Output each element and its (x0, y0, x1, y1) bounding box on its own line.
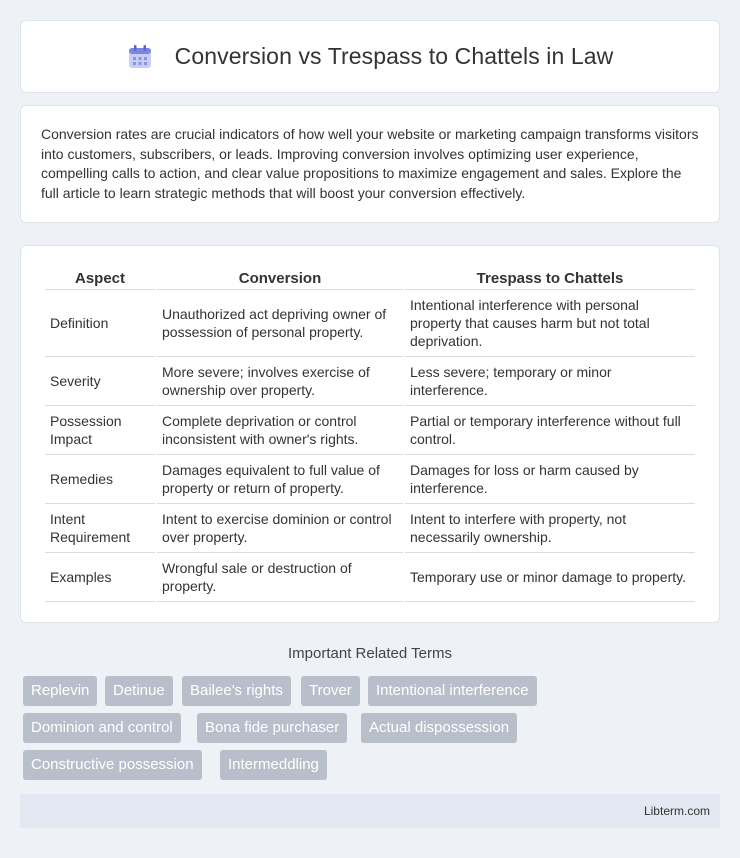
comparison-table (43, 264, 697, 602)
header-card (20, 20, 720, 93)
row-trespass: Damages for loss or harm caused by interference. (405, 455, 695, 504)
row-aspect: Examples (45, 553, 155, 602)
related-term-tag[interactable]: Dominion and control (23, 713, 181, 743)
table-header-row (45, 264, 695, 290)
row-trespass: Intentional interference with personal property that causes harm but not total deprivation. (405, 290, 695, 357)
related-term-tag[interactable]: Constructive possession (23, 750, 202, 780)
table-row (45, 455, 695, 504)
row-trespass: Intent to interfere with property, not necessarily ownership. (405, 504, 695, 553)
row-conversion: Wrongful sale or destruction of property. (157, 553, 403, 602)
row-aspect: Possession Impact (45, 406, 155, 455)
row-conversion: Intent to exercise dominion or control over property. (157, 504, 403, 553)
related-term-tag[interactable]: Bailee's rights (182, 676, 291, 706)
related-term-tag[interactable]: Intermeddling (220, 750, 327, 780)
intro-text: Conversion rates are crucial indicators of how well your website or marketing campaign transforms visitors into customers, subscribers, or leads. Improving conversion involves optimizing user experience, compelling calls to action, and clear value propositions to maximize engagement and sales. Explore the full article to learn strategic methods that will boost your conversion effectively. (41, 126, 699, 201)
comparison-table-card (20, 245, 720, 623)
table-row (45, 357, 695, 406)
row-conversion: Complete deprivation or control inconsistent with owner's rights. (157, 406, 403, 455)
row-trespass: Partial or temporary interference without full control. (405, 406, 695, 455)
related-term-tag[interactable]: Replevin (23, 676, 97, 706)
row-trespass: Temporary use or minor damage to property. (405, 553, 695, 602)
related-term-tag[interactable]: Bona fide purchaser (197, 713, 347, 743)
table-row (45, 406, 695, 455)
page-title: Conversion vs Trespass to Chattels in Law (174, 43, 614, 69)
row-conversion: Unauthorized act depriving owner of possession of personal property. (157, 290, 403, 357)
row-aspect: Severity (45, 357, 155, 406)
related-terms-title: Important Related Terms (288, 645, 452, 662)
header-conversion: Conversion (157, 264, 403, 290)
header-trespass: Trespass to Chattels (405, 264, 695, 290)
row-aspect: Remedies (45, 455, 155, 504)
row-conversion: Damages equivalent to full value of property or return of property. (157, 455, 403, 504)
footer (20, 794, 720, 828)
related-term-tag[interactable]: Trover (301, 676, 360, 706)
table-row (45, 290, 695, 357)
table-row (45, 553, 695, 602)
row-conversion: More severe; involves exercise of ownership over property. (157, 357, 403, 406)
related-term-tag[interactable]: Detinue (105, 676, 173, 706)
header-aspect: Aspect (45, 264, 155, 290)
footer-site-link[interactable]: Libterm.com (643, 804, 710, 818)
intro-card (20, 105, 720, 223)
related-term-tag[interactable]: Intentional interference (368, 676, 537, 706)
related-term-tag[interactable]: Actual dispossession (361, 713, 517, 743)
calendar-icon (127, 44, 153, 70)
row-aspect: Intent Requirement (45, 504, 155, 553)
table-row (45, 504, 695, 553)
row-trespass: Less severe; temporary or minor interference. (405, 357, 695, 406)
row-aspect: Definition (45, 290, 155, 357)
